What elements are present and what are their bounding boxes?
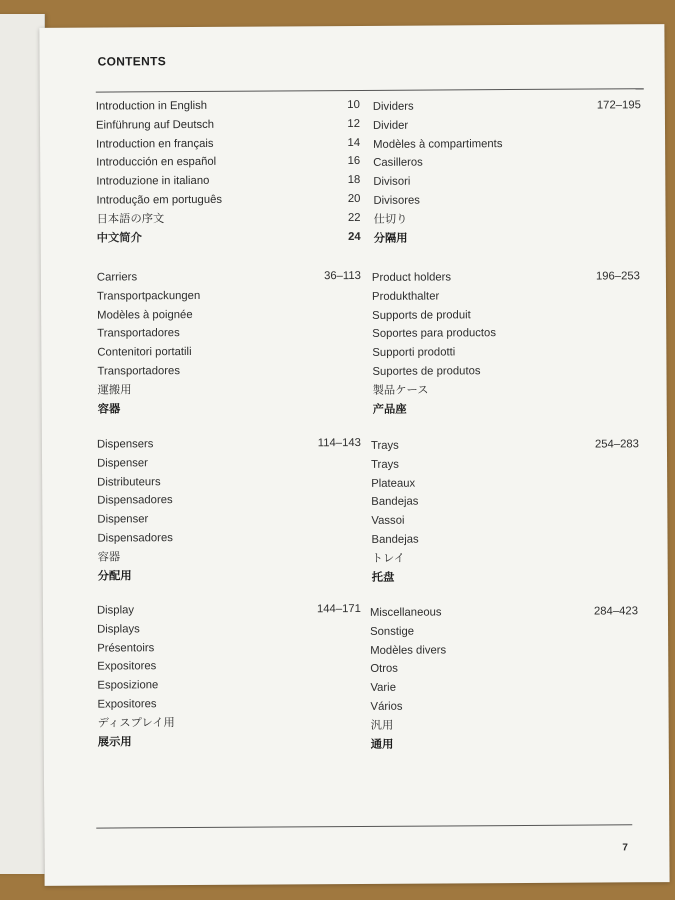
section-item: 分配用 — [97, 569, 132, 583]
intro-page: 24 — [348, 230, 361, 243]
section-dividers — [373, 96, 642, 248]
section-item: Product holders — [371, 271, 452, 284]
intro-page: 14 — [347, 136, 361, 149]
intro-item: Introduction in English 10 — [96, 96, 360, 116]
facing-page-edge — [0, 14, 45, 874]
section-page-range: 172–195 — [596, 99, 641, 112]
section-page-range: 196–253 — [595, 270, 640, 283]
section-carriers — [97, 267, 362, 419]
section-page-range: 36–113 — [324, 269, 361, 283]
section-item: Transportpackungen — [96, 289, 201, 303]
section-item: Dispenser — [97, 513, 149, 526]
section-item: Distributeurs — [97, 475, 161, 489]
section-item: Modèles à poignée — [97, 308, 193, 322]
section-item: Plateaux — [371, 477, 416, 490]
section-item: 仕切り — [373, 213, 408, 226]
section-item: Sonstige — [370, 625, 415, 638]
intro-page: 16 — [347, 155, 361, 168]
section-item: Dispenser — [97, 457, 148, 470]
section-item: Vários — [370, 700, 403, 713]
section-item: 托盘 — [371, 571, 395, 584]
section-item: Expositores — [97, 698, 157, 711]
section-item: Vassoi — [371, 514, 405, 528]
section-item: 展示用 — [97, 735, 132, 749]
book-page — [39, 24, 669, 886]
section-item: Bandejas — [371, 533, 419, 546]
page-title: CONTENTS — [97, 54, 167, 69]
section-item: 通用 — [370, 738, 394, 751]
section-item: Divisores — [373, 194, 420, 207]
intro-item: Introduzione in italiano 18 — [96, 171, 360, 191]
section-item: Dispensadores — [97, 494, 173, 507]
section-item: Transportadores — [97, 327, 180, 340]
section-item: Divisori — [373, 175, 411, 189]
section-item: Dividers — [372, 100, 414, 113]
intro-page: 12 — [347, 117, 361, 130]
section-item: Soportes para productos — [372, 327, 497, 341]
top-rule — [96, 88, 644, 92]
intro-page: 20 — [347, 192, 361, 206]
intro-page: 22 — [347, 211, 361, 224]
intro-page: 18 — [347, 174, 361, 187]
section-display — [97, 600, 362, 752]
section-item: Supports de produit — [372, 308, 471, 322]
section-page-range: 144–171 — [316, 602, 361, 616]
bottom-rule — [96, 824, 632, 828]
section-item: Otros — [370, 663, 398, 676]
section-item: 汎用 — [370, 719, 394, 732]
section-item: Divider — [372, 119, 409, 132]
intro-item: Introdução em português 20 — [96, 190, 360, 210]
section-page-range: 284–423 — [593, 605, 638, 618]
page-number: 7 — [622, 842, 629, 854]
section-item: Bandejas — [371, 496, 419, 509]
section-item: トレイ — [371, 552, 405, 565]
section-item: Suportes de produtos — [372, 365, 481, 378]
section-item: Miscellaneous — [369, 606, 442, 619]
intro-item: Introducción en español 16 — [96, 152, 360, 172]
section-item: Modèles à compartiments — [373, 137, 503, 151]
intro-item: 日本語の序文 22 — [97, 209, 361, 229]
section-item: 容器 — [97, 551, 121, 564]
intro-item: Introduction en français 14 — [96, 134, 360, 154]
introductions-list — [96, 96, 361, 248]
section-item: 製品ケース — [372, 384, 429, 397]
section-item: Trays — [371, 458, 399, 471]
section-item: Varie — [370, 681, 397, 695]
section-item: 容器 — [97, 403, 121, 416]
section-item: Esposizione — [97, 679, 159, 692]
section-item: Contenitori portatili — [97, 346, 192, 359]
section-item: Casilleros — [373, 156, 423, 170]
section-item: 分隔用 — [373, 232, 408, 245]
section-item: Produkthalter — [371, 290, 440, 303]
section-trays — [371, 435, 640, 587]
section-dispensers — [97, 434, 362, 586]
section-item: Dispensers — [96, 438, 154, 451]
section-item: Transportadores — [97, 365, 180, 378]
intro-page: 10 — [347, 98, 360, 112]
section-item: ディスプレイ用 — [97, 716, 175, 730]
section-item: Présentoirs — [97, 641, 155, 655]
section-product-holders — [372, 267, 641, 419]
intro-item: Einführung auf Deutsch 12 — [96, 115, 360, 135]
section-item: Expositores — [97, 660, 157, 673]
intro-item: 中文简介 24 — [97, 228, 361, 248]
section-miscellaneous — [370, 602, 639, 754]
section-item: Supporti prodotti — [372, 346, 456, 360]
section-item: Displays — [97, 623, 140, 636]
section-item: 運搬用 — [97, 384, 132, 397]
section-item: Trays — [370, 439, 399, 452]
section-item: Display — [96, 604, 135, 617]
section-item: Dispensadores — [97, 532, 173, 545]
section-item: 产品座 — [372, 403, 407, 416]
section-item: Modèles divers — [370, 644, 447, 657]
section-item: Carriers — [96, 271, 138, 284]
section-page-range: 114–143 — [317, 436, 361, 450]
section-page-range: 254–283 — [594, 438, 639, 451]
